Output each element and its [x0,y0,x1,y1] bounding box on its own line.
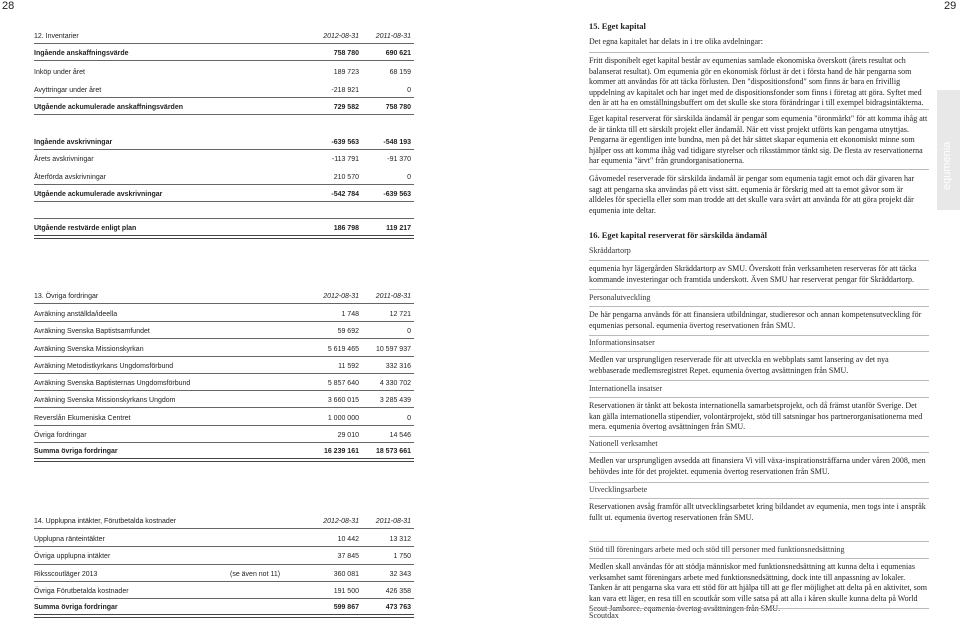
row-value-2011: 68 159 [389,69,411,76]
divider [589,397,929,398]
divider [34,43,414,44]
divider [589,260,929,261]
section-heading: Utvecklingsarbete [589,485,648,494]
page-number-left: 28 [2,0,15,12]
row-value-2012: 360 081 [333,571,359,578]
side-tab-label: equmenia [941,141,953,190]
divider [589,482,929,483]
row-label: Ingående anskaffningsvärde [34,50,129,57]
section-text: Medlen var ursprungligen reserverade för att utveckla en webbplats samt lansering av det nya webbaserade medlemsregistret Repet. equmenia övertog avsättningen från SMU. [589,355,889,375]
row-value-2012: 1 000 000 [327,415,359,422]
divider [34,114,414,115]
table-row [34,310,414,320]
row-value-2012: -218 921 [331,87,359,94]
row-label: Utgående restvärde enligt plan [34,225,137,232]
table-row [34,447,414,457]
table-row [34,603,414,613]
note12-col2: 2011-08-31 [375,33,411,40]
row-label: Avräkning Svenska Missionskyrkans Ungdom [34,397,176,404]
table-row [34,552,414,562]
section-heading: Internationella insatser [589,384,663,393]
divider [589,380,929,381]
row-value-2011: 0 [407,87,411,94]
table-row [34,155,414,165]
note16-title: 16. Eget kapital reserverat för särskilda ändamål [589,230,767,240]
divider [34,218,414,219]
divider [34,564,414,565]
divider [34,184,414,185]
row-value-2011: 4 330 702 [379,380,411,387]
row-label: Avräkning anställda/ideella [34,311,118,318]
table-row [34,103,414,113]
row-label: Övriga upplupna intäkter [34,553,111,560]
row-value-2012: 29 010 [337,432,359,439]
table-row [34,535,414,545]
row-label: Utgående ackumulerade avskrivningar [34,191,163,198]
divider [589,109,929,110]
row-value-2011: 426 358 [385,588,411,595]
row-value-2012: 599 867 [333,604,359,611]
row-label: Reverslån Ekumeniska Centret [34,415,131,422]
table-row [34,190,414,200]
divider [589,608,929,609]
row-label: Årets avskrivningar [34,156,94,163]
table-row [34,396,414,406]
row-value-2011: -639 563 [383,191,411,198]
divider [589,306,929,307]
row-label: Summa övriga fordringar [34,448,118,455]
note12-col1: 2012-08-31 [323,33,359,40]
divider [589,335,929,336]
note15-title: 15. Eget kapital [589,21,646,31]
row-label: Riksscoutläger 2013 [34,571,98,578]
divider [34,338,414,339]
row-value-2011: 32 343 [389,571,411,578]
row-label: Avräkning Svenska Baptisternas Ungdomsförbund [34,380,191,387]
table-row [34,362,414,372]
row-label: Avyttringar under året [34,87,102,94]
divider [589,169,929,170]
section-text: Reservationen avsåg framför allt utvecklingsarbetet kring bildandet av equmenia, men togs inte i anspråk fullt ut. equmenia övertog reservationen från SMU. [589,502,926,522]
divider [34,303,414,304]
section-text: De här pengarna används för att finansiera utbildningar, studieresor och annan kompetensutveckling för equmenias personal. equmenia övertog reservationen från SMU. [589,310,922,330]
row-value-2011: 10 597 937 [375,346,411,353]
section-heading: Scoutdax [589,611,619,620]
divider [34,201,414,202]
note15-intro: Det egna kapitalet har delats in i tre olika avdelningar: [589,37,763,46]
row-value-2012: 3 660 015 [327,397,359,404]
divider [34,97,414,98]
row-value-2012: 1 748 [341,311,359,318]
divider [34,149,414,150]
row-value-2012: 191 500 [333,588,359,595]
row-value-2011: 13 312 [389,536,411,543]
divider [34,598,414,599]
note13-title: 13. Övriga fordringar [34,293,99,300]
section-text: Medlen skall användas för att stödja människor med funktionsnedsättning att kunna delta i equmenias verksamhet samt föreningars arbete med funktionsnedsättning, dock inte till anpassning av lokaler. Tanken är att pengarna ska vara ett stöd för att hjälpa till att ge fler möjlighet att delta på en aktivitet, som kan vara ett läger, en resa till en scoutkår som ville satsa på att alla i kåren skulle kunna delta på World Scout Jamboree. equmenia övertog avsättningen från SMU. [589,562,927,614]
divider [34,528,414,529]
row-label: Återförda avskrivningar [34,174,106,181]
row-label: Avräkning Metodistkyrkans Ungdomsförbund [34,363,174,370]
row-value-2011: -548 193 [383,139,411,146]
row-value-2012: 729 582 [333,104,359,111]
table-row [34,224,414,234]
row-label: Avräkning Svenska Baptistsamfundet [34,328,150,335]
note15-paragraph-3: Gåvomedel reserverade för särskilda ändamål är pengar som equmenia tagit emot och där givaren har sagt att pengarna ska användas på ett visst sätt. equmenia är förskrig med att ta emot gåvor som är alldeles för speciella eller som man trodde att det skulle vara svårt att använda för att göra projekt där equmenia inte deltar. [589,174,915,215]
row-value-2012: 37 845 [337,553,359,560]
row-value-2011: 473 763 [385,604,411,611]
divider [589,541,929,542]
row-label: Summa övriga fordringar [34,604,118,611]
divider [589,289,929,290]
row-value-2012: 186 798 [333,225,359,232]
table-row [34,414,414,424]
row-value-2012: -113 791 [331,156,359,163]
row-label: Inköp under året [34,69,85,76]
row-value-2012: 59 692 [337,328,359,335]
row-value-2012: 5 619 465 [327,346,359,353]
table-row [34,327,414,337]
divider [589,436,929,437]
divider [589,498,929,499]
divider [34,321,414,322]
row-value-2011: 332 316 [385,363,411,370]
divider [34,425,414,426]
row-value-2012: -639 563 [331,139,359,146]
table-row [34,49,414,59]
note12-title: 12. Inventarier [34,33,79,40]
note13-col1: 2012-08-31 [323,293,359,300]
row-label: Avräkning Svenska Missionskyrkan [34,346,144,353]
row-value-2011: 14 546 [389,432,411,439]
row-value-2011: -91 370 [387,156,411,163]
page-number-right: 29 [944,0,957,12]
row-value-2011: 0 [407,328,411,335]
row-value-2012: 11 592 [338,363,359,370]
section-heading: Nationell verksamhet [589,439,658,448]
double-divider [34,458,414,462]
table-row [34,345,414,355]
table-row [34,68,414,78]
row-value-2011: 690 621 [385,50,411,57]
divider [34,407,414,408]
section-text: equmenia hyr lägergården Skräddartorp av SMU. Överskott från verksamheten reserveras för att täcka kommande investeringar och framtida underskott. Även SMU har reserverat pengar för Skräddartorp. [589,264,917,284]
row-value-2011: 12 721 [389,311,411,318]
divider [589,452,929,453]
section-text: Reservationen är tänkt att bekosta internationella samarbetsprojekt, och då främst utanför Sverige. Det kan gälla internationella stipendier, volontärprojekt, stöd till satsningar hos partnerorganisationerna med mera. equmenia övertog avsättningen från SMU. [589,401,923,432]
note13-header [34,292,414,302]
note15-paragraph-1: Fritt disponibelt eget kapital består av equmenias samlade ekonomiska överskott (årets resultat och balanserat resultat). Om equmenia gör en ekonomisk förlust är det i första hand de här pengarna som kommer att användas för att täcka förlusten. Den "dispositionsfond" som finns är bara en frivillig uppdelning av kapitalet och har inget med de dispositionsfonder som finns i företag att göra. Syftet med den är att ha en omställningsbuffert om det skulle ske stora förändringar i till exempel bidragsintäkterna. [589,56,924,108]
row-value-2012: 10 442 [337,536,359,543]
row-value-2011: 1 750 [393,553,411,560]
note12-header [34,32,414,42]
section-heading: Stöd till föreningars arbete med och stöd till personer med funktionsnedsättning [589,545,845,554]
divider [34,442,414,443]
side-tab [937,90,960,210]
note14-col1: 2012-08-31 [323,518,359,525]
row-value-2011: 758 780 [385,104,411,111]
row-value-2011: 3 285 439 [379,397,411,404]
note15-paragraph-2: Eget kapital reserverat för särskilda ändamål är pengar som equmenia "öronmärkt" för att komma ihåg att de är tänkta till ett särskilt projekt eller ändamål. När ett visst projekt utförts kan pengarna utnyttjas. Pengarna är egentligen inte bundna, men på det här sättet skapar equmenia ett ekonomiskt minne som hjälper oss att komma ihåg vad tidigare styrelser och riksstämmor tänkt sig. De flesta av reservationerna har equmenia "ärvt" från grundorganisationerna. [589,114,928,166]
table-row [34,570,414,580]
section-text: Medlen var ursprungligen avsedda att finansiera Vi vill växa-inspirationsträffarna under våren 2008, men behövdes inte för det projektet. equmenia övertog reservationen från SMU. [589,456,926,476]
row-label: Övriga fordringar [34,432,87,439]
note13-col2: 2011-08-31 [375,293,411,300]
divider [34,581,414,582]
row-label: Ingående avskrivningar [34,139,113,146]
divider [589,52,929,53]
table-row [34,173,414,183]
table-row [34,379,414,389]
divider [589,558,929,559]
section-heading: Skräddartorp [589,246,631,255]
row-value-2012: -542 784 [331,191,359,198]
divider [34,60,414,61]
row-label: Upplupna ränteintäkter [34,536,105,543]
divider [34,356,414,357]
row-label: Övriga Förutbetalda kostnader [34,588,129,595]
note14-title: 14. Upplupna intäkter, Förutbetalda kostnader [34,518,177,525]
divider [34,390,414,391]
note14-col2: 2011-08-31 [375,518,411,525]
row-label: Utgående ackumulerade anskaffningsvärden [34,104,183,111]
divider [34,373,414,374]
table-row [34,86,414,96]
section-heading: Informationsinsatser [589,338,655,347]
table-row [34,138,414,148]
row-note: (se även not 11) [230,571,281,578]
divider [34,546,414,547]
double-divider [34,235,414,239]
table-row [34,431,414,441]
row-value-2012: 16 239 161 [323,448,359,455]
row-value-2012: 210 570 [333,174,359,181]
row-value-2012: 5 857 640 [327,380,359,387]
table-row [34,587,414,597]
divider [589,351,929,352]
row-value-2011: 18 573 661 [375,448,411,455]
row-value-2011: 0 [407,174,411,181]
double-divider [34,614,414,618]
note14-header [34,517,414,527]
row-value-2011: 119 217 [386,225,411,232]
section-heading: Personalutveckling [589,293,651,302]
row-value-2012: 189 723 [333,69,359,76]
row-value-2011: 0 [407,415,411,422]
row-value-2012: 758 780 [333,50,359,57]
